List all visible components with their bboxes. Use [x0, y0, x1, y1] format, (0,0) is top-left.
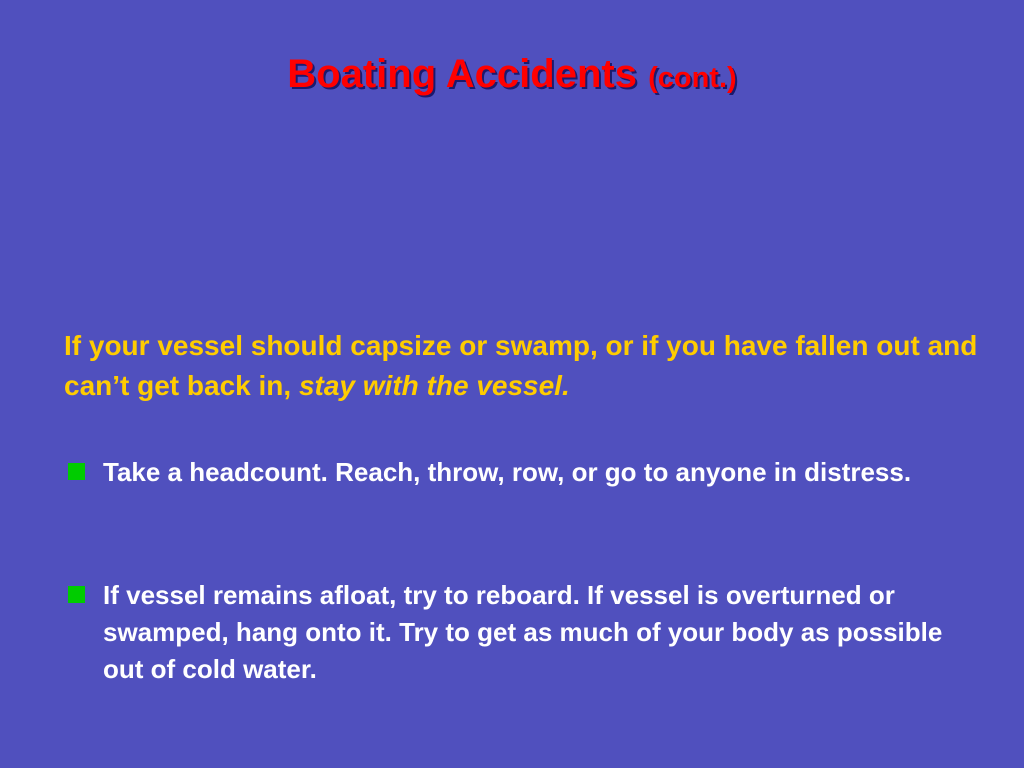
slide-title	[0, 48, 1024, 104]
lead-text: If your vessel should capsize or swamp, or if you have fallen out and can’t get back in,	[64, 330, 978, 401]
green-square-bullet-icon	[68, 586, 85, 603]
lead-emphasis: stay with the vessel.	[298, 370, 570, 401]
bullet-item	[64, 454, 984, 491]
bullet-text: Take a headcount. Reach, throw, row, or go to anyone in distress.	[103, 457, 912, 487]
bullet-item	[64, 577, 984, 688]
slide-title-suffix: (cont.)	[648, 62, 737, 94]
slide-title-main: Boating Accidents	[287, 52, 637, 96]
green-square-bullet-icon	[68, 463, 85, 480]
lead-paragraph	[64, 326, 984, 406]
bullet-text: If vessel remains afloat, try to reboard. If vessel is overturned or swamped, hang onto it. Try to get as much of your body as possible out of cold water.	[103, 580, 943, 684]
